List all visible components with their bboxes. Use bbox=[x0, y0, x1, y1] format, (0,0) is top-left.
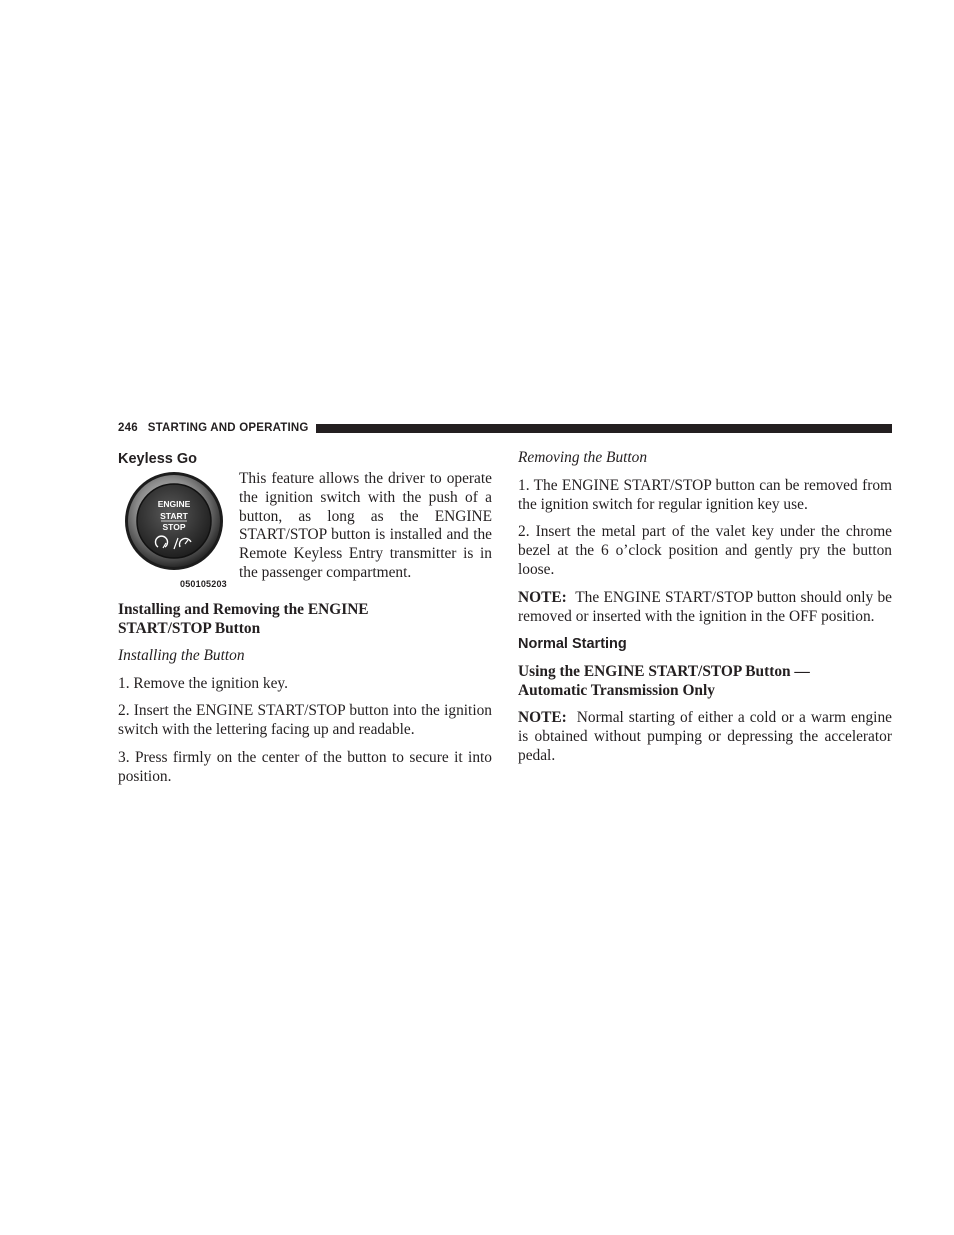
note-normal-starting bbox=[518, 709, 892, 765]
start-stop-automatic-heading-line2: Automatic Transmission Only bbox=[518, 682, 715, 700]
figure-label-start: START bbox=[160, 511, 188, 521]
install-step-1: 1. Remove the ignition key. bbox=[118, 674, 288, 692]
note-text: The ENGINE START/STOP button should only be removed or inserted with the ignition in the OFF position. bbox=[518, 588, 892, 625]
heading-normal-starting: Normal Starting bbox=[518, 636, 627, 653]
right-column bbox=[518, 446, 892, 766]
removing-button-title: Removing the Button bbox=[518, 449, 648, 466]
install-step-2: 2. Insert the ENGINE START/STOP button into the ignition switch with the lettering facing up and readable. bbox=[118, 702, 492, 739]
start-stop-automatic-heading-line1: Using the ENGINE START/STOP Button — bbox=[518, 663, 810, 681]
note-removal bbox=[518, 589, 892, 627]
figure-label-engine: ENGINE bbox=[157, 499, 191, 509]
note-label: NOTE: bbox=[518, 709, 567, 727]
installing-button-title: Installing the Button bbox=[118, 646, 245, 664]
running-header bbox=[118, 419, 892, 437]
keyless-go-description: This feature allows the driver to operate the ignition switch with the push of a button, as long as the ENGINE START/STOP button is installed and the Remote Keyless Entry transmitter is in the passenger compartment. bbox=[239, 470, 492, 581]
note-label: NOTE: bbox=[518, 588, 567, 606]
start-stop-button-figure bbox=[118, 469, 230, 589]
install-remove-heading-line2: START/STOP Button bbox=[118, 619, 261, 637]
keyless-go-intro bbox=[118, 469, 492, 589]
figure-id: 050105203 bbox=[180, 579, 227, 589]
note-text: Normal starting of either a cold or a warm engine is obtained without pumping or depressing the accelerator pedal. bbox=[518, 709, 892, 764]
section-title: STARTING AND OPERATING bbox=[147, 422, 309, 434]
install-remove-heading-line1: Installing and Removing the ENGINE bbox=[118, 600, 369, 618]
header-rule bbox=[316, 424, 892, 433]
page-number: 246 bbox=[118, 422, 138, 434]
install-remove-heading bbox=[118, 600, 492, 638]
heading-keyless-go: Keyless Go bbox=[118, 451, 197, 467]
remove-step-1: 1. The ENGINE START/STOP button can be removed from the ignition switch for regular ignition key use. bbox=[518, 476, 892, 513]
remove-step-2: 2. Insert the metal part of the valet key under the chrome bezel at the 6 o’clock position and gently pry the button loose. bbox=[518, 523, 892, 578]
install-step-3: 3. Press firmly on the center of the button to secure it into position. bbox=[118, 748, 492, 785]
start-stop-automatic-heading bbox=[518, 662, 892, 700]
left-column bbox=[118, 446, 492, 787]
engine-start-stop-button-icon bbox=[118, 469, 230, 581]
figure-label-stop: STOP bbox=[162, 522, 186, 532]
